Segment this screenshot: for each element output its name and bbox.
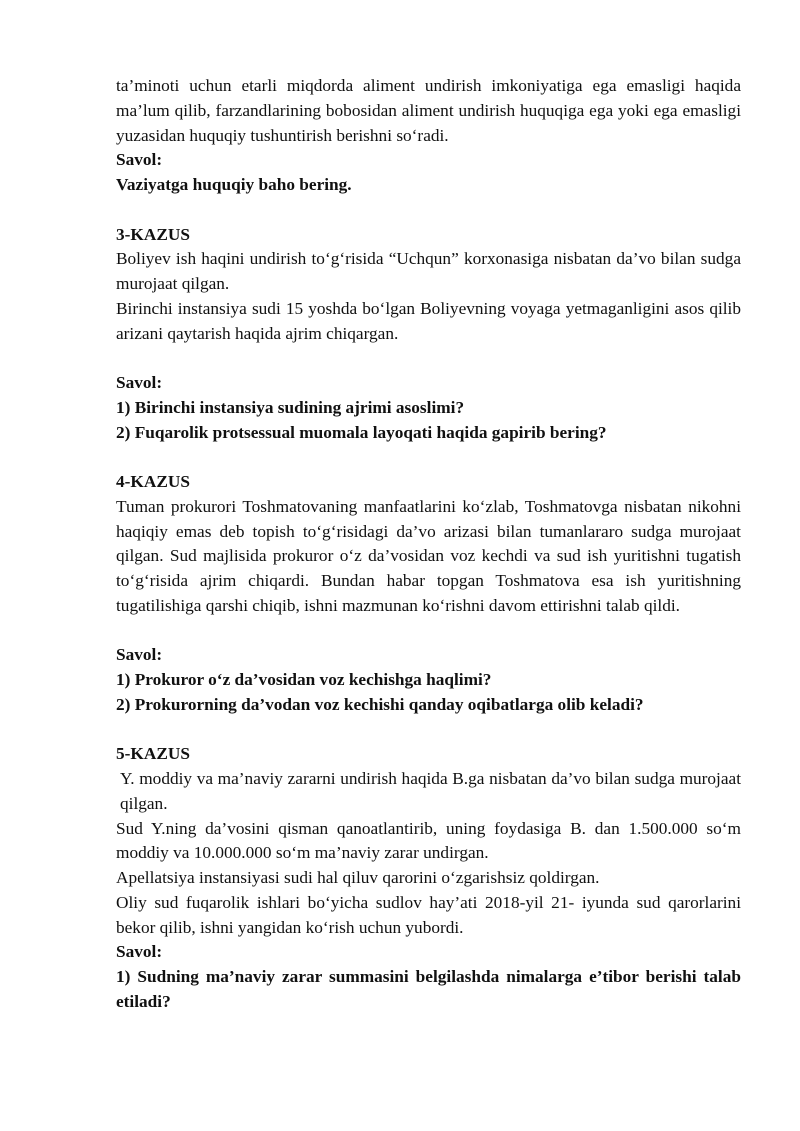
case-4-question-label: Savol: [116, 645, 163, 665]
case-5-paragraph-4: Oliy sud fuqarolik ishlari bo‘yicha sudlov hay’ati 2018-yil 21- iyunda sud qarorlarini bekor qilib, ishni yangidan ko‘rish uchun yubordi. [116, 892, 741, 937]
case-4-question-1: 1) Prokuror o‘z da’vosidan voz kechishga haqlimi? [116, 670, 492, 689]
case-3-question-label: Savol: [116, 373, 163, 392]
case-5-question-1: 1) Sudning ma’naviy zarar summasini belgilashda nimalarga e’tibor berishi talab etiladi? [116, 967, 741, 1011]
case-5-paragraph-1: Y. moddiy va ma’naviy zararni undirish haqida B.ga nisbatan da’vo bilan sudga murojaat qilgan. [120, 769, 741, 813]
case-4-paragraph-1: Tuman prokurori Toshmatovaning manfaatlarini ko‘zlab, Toshmatovga nisbatan nikohni haqiqiy emas deb topish to‘g‘risidagi da’vo arizasi bilan tumanlararo sudga murojaat qilgan. Sud majlisida prokuror o‘z da’vosidan voz kechdi va sud ish yuritishni tugatish to‘g‘risida ajrim chiqardi. Bundan habar topgan Toshmatova esa ish yuritishning tugatilishiga qarshi chiqib, ishni mazmunan ko‘rishni davom ettirishni talab qildi. [116, 496, 741, 615]
spacer [116, 718, 741, 743]
case-5-title: 5-KAZUS [116, 744, 190, 764]
case-3-question-2: 2) Fuqarolik protsessual muomala layoqati haqida gapirib bering? [116, 422, 607, 442]
intro-paragraph: ta’minoti uchun etarli miqdorda aliment undirish imkoniyatiga ega emasligi haqida ma’lum qilib, farzandlarining bobosidan aliment undirish huquqiga ega yoki ega emasligi yuzasidan huquqiy tushuntirish berishni so‘radi. [116, 76, 741, 145]
question-label: Savol: [116, 150, 163, 170]
spacer [116, 198, 741, 223]
case-5-question-label: Savol: [116, 942, 163, 962]
case-3-paragraph-2: Birinchi instansiya sudi 15 yoshda bo‘lgan Boliyevning voyaga yetmaganligini asos qilib arizani qaytarish haqida ajrim chiqargan. [116, 298, 741, 343]
case-3-paragraph-1: Boliyev ish haqini undirish to‘g‘risida “Uchqun” korxonasiga nisbatan da’vo bilan sudga murojaat qilgan. [116, 249, 741, 293]
case-5-paragraph-3: Apellatsiya instansiyasi sudi hal qiluv qarorini o‘zgarishsiz qoldirgan. [116, 868, 600, 887]
case-4-title: 4-KAZUS [116, 472, 190, 491]
spacer [116, 445, 741, 470]
case-5-paragraph-2: Sud Y.ning da’vosini qisman qanoatlantirib, uning foydasiga B. dan 1.500.000 so‘m moddiy va 10.000.000 so‘m ma’naviy zarar undirgan. [116, 818, 741, 863]
case-4-question-2: 2) Prokurorning da’vodan voz kechishi qanday oqibatlarga olib keladi? [116, 694, 644, 714]
case-3-title: 3-KAZUS [116, 224, 190, 244]
document-page [116, 74, 741, 1015]
question-text: Vaziyatga huquqiy baho bering. [116, 175, 352, 194]
spacer [116, 619, 741, 644]
case-3-question-1: 1) Birinchi instansiya sudining ajrimi asoslimi? [116, 397, 465, 417]
spacer [116, 346, 741, 371]
